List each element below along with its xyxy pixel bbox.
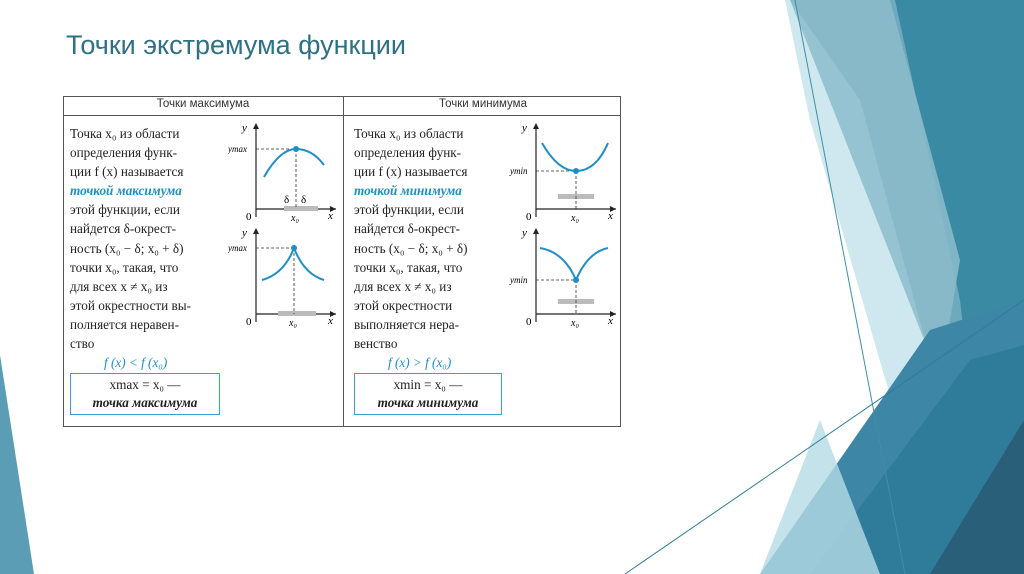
x-label: x <box>608 315 613 327</box>
y-label: y <box>242 122 247 134</box>
keyword-line: точкой минимума <box>354 183 462 199</box>
extremum-table <box>63 96 621 427</box>
text-line: для всех x ≠ x₀ из <box>70 278 168 294</box>
graph-cusp-minimum <box>508 224 620 328</box>
delta-neighborhood <box>278 311 316 316</box>
origin-label: 0 <box>526 211 532 223</box>
max-condition: f (x) < f (x₀) <box>104 355 168 371</box>
x0-label: x₀ <box>291 213 299 223</box>
min-condition: f (x) > f (x₀) <box>388 355 452 371</box>
ymin-label: ymin <box>510 275 528 285</box>
x-label: x <box>328 210 333 222</box>
y-label: y <box>522 122 527 134</box>
text-line: ность (x₀ − δ; x₀ + δ) <box>354 240 468 256</box>
keyword-line: точкой максимума <box>70 183 182 199</box>
y-label: y <box>242 227 247 239</box>
text-line: полняется неравен- <box>70 316 179 332</box>
function-curve <box>264 149 324 177</box>
min-summary-box <box>354 373 502 415</box>
column-divider <box>343 97 344 426</box>
text-line: этой функции, если <box>70 202 180 218</box>
y-axis-arrow <box>533 228 539 234</box>
x0-label: x₀ <box>571 318 579 328</box>
text-line: точки x₀, такая, что <box>354 259 463 275</box>
graph-cusp-maximum <box>228 224 340 328</box>
deco-left-triangle <box>0 355 34 574</box>
text-line: определения функ- <box>70 145 178 161</box>
max-summary-text: точка максимума <box>92 395 198 410</box>
x0-label: x₀ <box>571 213 579 223</box>
delta-right-label: δ <box>301 194 307 206</box>
y-axis-arrow <box>253 123 259 129</box>
header-divider <box>64 115 620 116</box>
ymax-label: ymax <box>228 144 247 154</box>
origin-label: 0 <box>526 316 532 328</box>
max-summary-formula: xmax = x₀ — <box>109 377 181 392</box>
min-summary-text: точка минимума <box>377 395 479 410</box>
text-line: этой функции, если <box>354 202 464 218</box>
text-line: Точка x₀ из области <box>70 126 180 141</box>
function-curve <box>262 248 324 280</box>
max-definition <box>70 124 191 372</box>
min-definition <box>354 124 468 372</box>
text-line: найдется δ-окрест- <box>70 221 177 237</box>
function-curve <box>540 248 608 280</box>
max-summary-box <box>70 373 220 415</box>
text-line: этой окрестности <box>354 297 453 313</box>
text-line: найдется δ-окрест- <box>354 221 461 237</box>
header-max: Точки максимума <box>156 98 250 110</box>
text-line: выполняется нера- <box>354 316 460 332</box>
graph-smooth-minimum <box>508 119 620 223</box>
text-line: точки x₀, такая, что <box>70 259 179 275</box>
min-summary-formula: xmin = x₀ — <box>393 377 463 392</box>
text-line: венство <box>354 336 398 352</box>
ymin-label: ymin <box>510 166 528 176</box>
text-line: ции f (x) называется <box>70 164 184 180</box>
origin-label: 0 <box>246 211 252 223</box>
max-point <box>293 146 299 152</box>
max-point <box>291 245 297 251</box>
x0-label: x₀ <box>289 318 297 328</box>
x-label: x <box>328 315 333 327</box>
delta-left-label: δ <box>284 194 290 206</box>
text-line: для всех x ≠ x₀ из <box>354 278 452 294</box>
graph-smooth-maximum <box>228 119 340 223</box>
text-line: определения функ- <box>354 145 462 161</box>
text-line: Точка x₀ из области <box>354 126 464 141</box>
text-line: ство <box>70 336 95 352</box>
header-min: Точки минимума <box>439 98 527 110</box>
x-label: x <box>608 210 613 222</box>
page-title: Точки экстремума функции <box>66 30 406 60</box>
function-curve <box>542 143 608 171</box>
text-line: ции f (x) называется <box>354 164 468 180</box>
y-axis-arrow <box>253 228 259 234</box>
origin-label: 0 <box>246 316 252 328</box>
text-line: этой окрестности вы- <box>70 297 192 313</box>
text-line: ность (x₀ − δ; x₀ + δ) <box>70 240 184 256</box>
delta-neighborhood <box>284 206 318 211</box>
min-point <box>573 168 579 174</box>
y-label: y <box>522 227 527 239</box>
ymax-label: ymax <box>228 243 247 253</box>
min-point <box>573 277 579 283</box>
y-axis-arrow <box>533 123 539 129</box>
